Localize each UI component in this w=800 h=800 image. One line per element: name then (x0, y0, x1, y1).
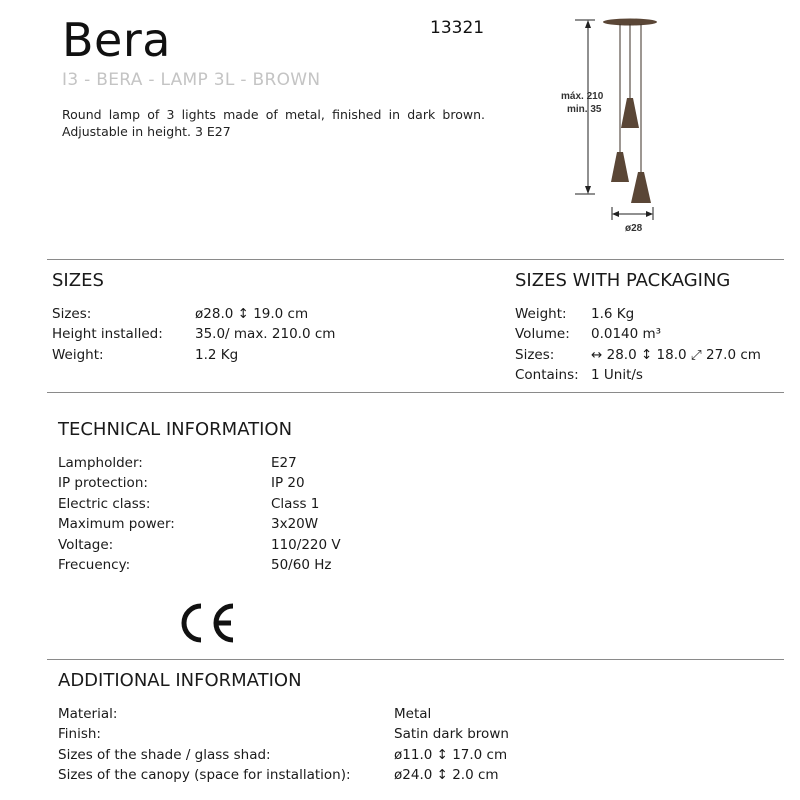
ce-mark-icon (176, 600, 238, 646)
row-value: 3x20W (271, 516, 319, 532)
row-value: E27 (271, 455, 297, 471)
row-value: ↔ 28.0 ↕ 18.0 ⤢ 27.0 cm (591, 347, 761, 363)
row-label: Material: (58, 706, 118, 722)
row-value: Class 1 (271, 496, 320, 512)
section-divider (47, 392, 784, 393)
lamp-shade (611, 152, 629, 182)
technical-heading: TECHNICAL INFORMATION (58, 419, 293, 440)
packaging-heading: SIZES WITH PACKAGING (515, 270, 731, 291)
product-title: Bera (62, 13, 171, 67)
row-label: IP protection: (58, 475, 148, 491)
lamp-shade (631, 172, 651, 203)
row-value: Satin dark brown (394, 726, 509, 742)
height-min-label: min. 35 (567, 104, 602, 115)
row-label: Sizes: (52, 306, 92, 322)
row-label: Sizes of the shade / glass shad: (58, 747, 271, 763)
row-label: Sizes: (515, 347, 555, 363)
row-value: 1 Unit/s (591, 367, 643, 383)
row-label: Sizes of the canopy (space for installation): (58, 767, 351, 783)
additional-heading: ADDITIONAL INFORMATION (58, 670, 302, 691)
product-description: Round lamp of 3 lights made of metal, finished in dark brown. Adjustable in height. 3 E27 (62, 107, 485, 139)
row-value: Metal (394, 706, 432, 722)
row-value: 0.0140 m³ (591, 326, 662, 342)
lamp-shade (621, 98, 639, 128)
row-value: IP 20 (271, 475, 305, 491)
product-subtitle: I3 - BERA - LAMP 3L - BROWN (62, 70, 321, 90)
diameter-label: ø28 (625, 223, 643, 234)
row-label: Electric class: (58, 496, 151, 512)
lamp-diagram (555, 12, 675, 237)
row-value: 1.2 Kg (195, 347, 239, 363)
row-label: Maximum power: (58, 516, 175, 532)
row-value: 110/220 V (271, 537, 341, 553)
row-value: 1.6 Kg (591, 306, 635, 322)
section-divider (47, 259, 784, 260)
sizes-heading: SIZES (52, 270, 104, 291)
row-label: Contains: (515, 367, 579, 383)
row-value: ø28.0 ↕ 19.0 cm (195, 306, 309, 322)
row-label: Height installed: (52, 326, 163, 342)
row-label: Voltage: (58, 537, 114, 553)
row-value: 50/60 Hz (271, 557, 332, 573)
row-value: 35.0/ max. 210.0 cm (195, 326, 336, 342)
row-label: Weight: (52, 347, 104, 363)
height-max-label: máx. 210 (561, 91, 604, 102)
row-label: Frecuency: (58, 557, 131, 573)
row-label: Lampholder: (58, 455, 143, 471)
product-code: 13321 (430, 18, 485, 38)
section-divider (47, 659, 784, 660)
row-value: ø11.0 ↕ 17.0 cm (394, 747, 508, 763)
row-label: Volume: (515, 326, 570, 342)
row-label: Finish: (58, 726, 101, 742)
row-label: Weight: (515, 306, 567, 322)
row-value: ø24.0 ↕ 2.0 cm (394, 767, 499, 783)
